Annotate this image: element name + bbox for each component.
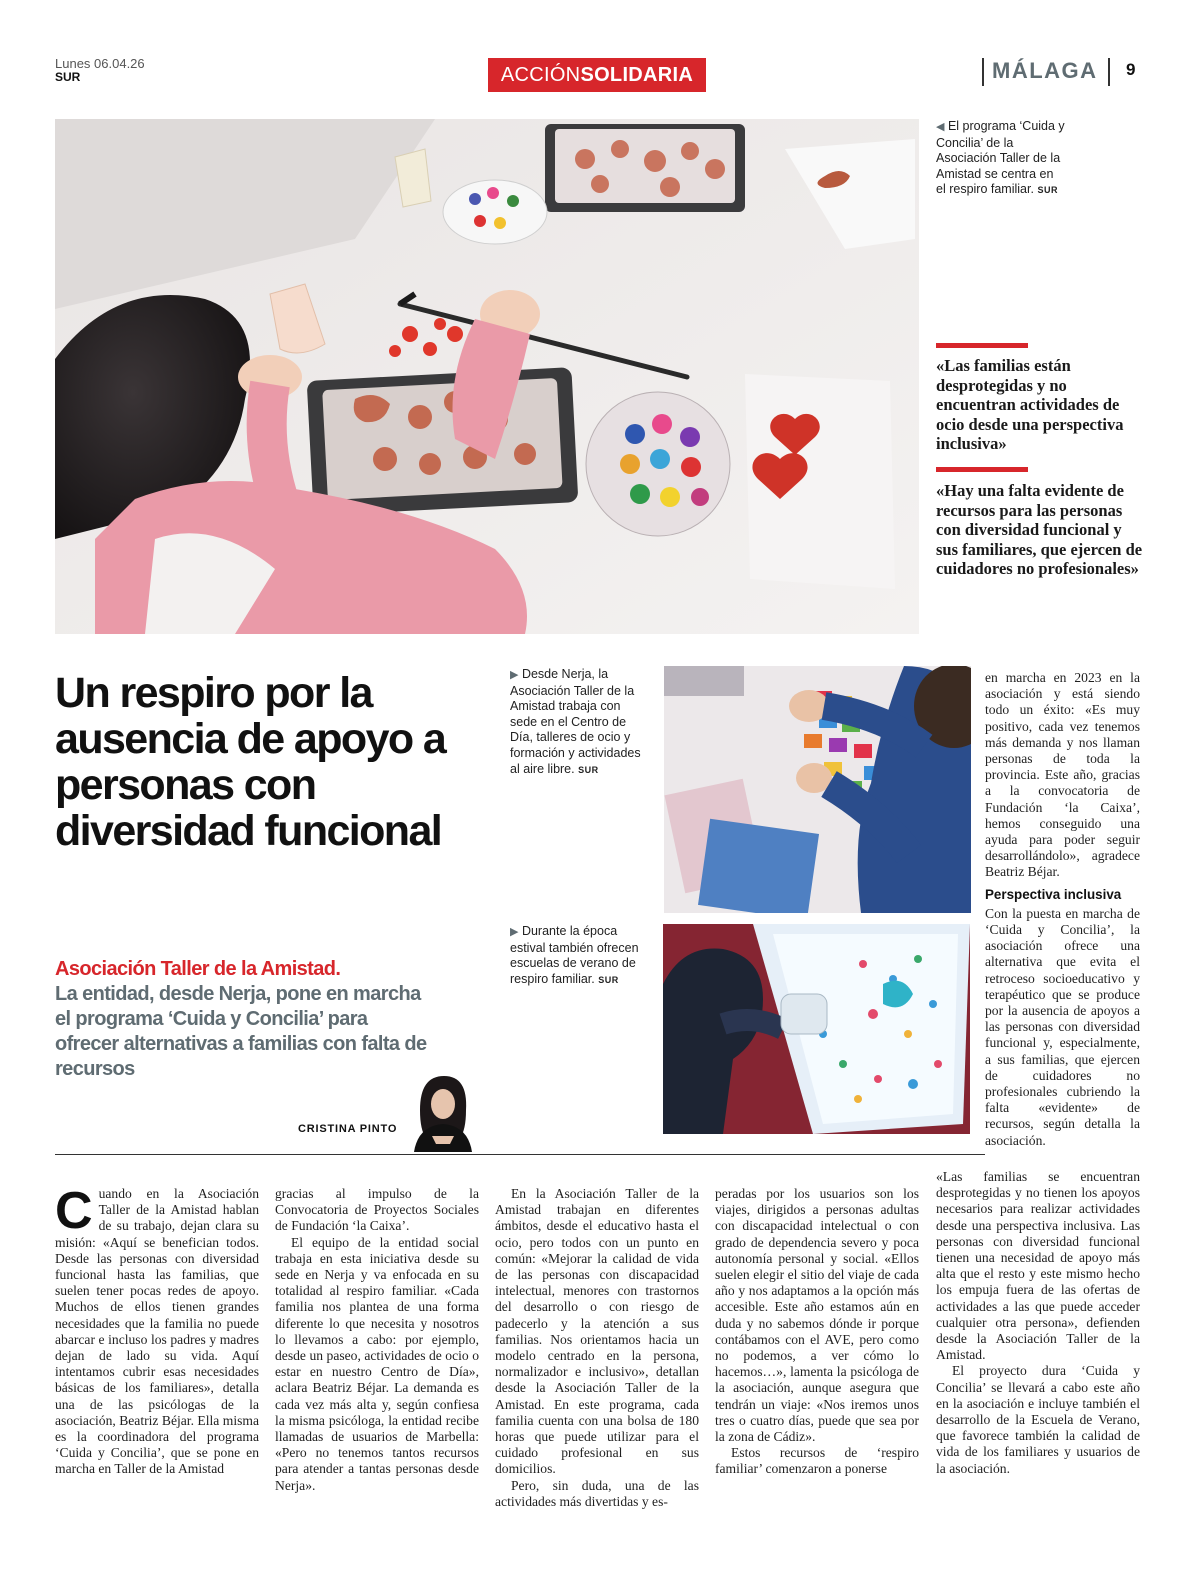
- author-avatar: [410, 1070, 475, 1152]
- child-puzzle-illustration: [664, 666, 971, 913]
- article-paragraph: El equipo de la entidad social trabaja en esta iniciativa desde su sede en Nerja y va enfocada en su totalidad al respiro familiar. «Cada familia nos plantea de una forma diferente lo que necesita y nosotros lo llevamos a cabo: por ejemplo, desde un paseo, actividades de ocio o estar en nuestro Centro de Día», aclara Beatriz Béjar. La demanda es cada vez más alta y, según confiesa la misma psicóloga, la entidad recibe llamadas de usuarios de Marbella: «Pero no tenemos tantos recursos para atender a tantas personas desde Nerja».: [275, 1234, 479, 1493]
- article-subhead: Perspectiva inclusiva: [985, 886, 1122, 902]
- issue-date: Lunes 06.04.26: [55, 56, 145, 71]
- article-column-2: [275, 1186, 479, 1494]
- article-paragraph: En la Asociación Taller de la Amistad trabajan en diferentes ámbitos, desde el educativo hasta el ocio, pero todos con un punto en común: «Mejorar la calidad de vida de las personas con discapacidad intelectual, menores con trastornos del desarrollo o con riesgo de padecerlo y la atención a sus familias. Nos orientamos hacia un modelo centrado en la persona, normalizador e inclusivo», detallan desde la Asociación Taller de la Amistad. En este programa, cada familia cuenta con una bolsa de 180 horas que puede utilizar para el cuidado profesional en sus domicilios.: [495, 1186, 699, 1477]
- page-number: 9: [1126, 60, 1136, 79]
- puzzle-photo: [664, 666, 971, 913]
- photo-credit: SUR: [598, 974, 619, 985]
- triangle-left-icon: ◀: [936, 121, 945, 133]
- article-column-3: [495, 1186, 699, 1510]
- quote-divider: [936, 343, 1028, 348]
- article-paragraph: «Las familias se encuentran desprotegidas y no tienen los apoyos necesarios para realizar actividades desde una perspectiva inclusiva. Las personas con diversidad funcional tienen una necesidad de apoyo más alta que el resto y este mismo hecho los empuja fuera de las ofertas de actividades a las que puede acceder cualquier otra persona», defienden desde la Asociación Taller de la Amistad.: [936, 1169, 1140, 1363]
- pull-quote: «Hay una falta evidente de recursos para las personas con diversidad funcional y sus familiares, que ejercen de cuidadores no profesionales»: [936, 481, 1143, 579]
- article-column-4: [715, 1186, 919, 1478]
- caption-text: El programa ‘Cuida y Concilia’ de la Asociación Taller de la Amistad se centra en el respiro familiar.: [936, 119, 1065, 197]
- photo-credit: SUR: [1037, 185, 1058, 196]
- child-light-table-illustration: [663, 924, 970, 1134]
- article-paragraph: peradas por los usuarios son los viajes, dirigidos a personas adultas con discapacidad intelectual o con grado de dependencia severo y poca autonomía personal y social. «Ellos suelen elegir el sitio del viaje de cada año y nos adaptamos a la opción más accesible. Este año estamos aún en duda y no sabemos dónde ir porque contábamos con el AVE, pero como no podemos, a ver cómo lo hacemos…», lamenta la psicóloga de la asociación, aunque asegura que tendrán un viaje: «Nos iremos unos tres o cuatro días, puede que sea por la zona de Cádiz».: [715, 1186, 919, 1445]
- deck-lead: Asociación Taller de la Amistad.: [55, 958, 341, 980]
- bottom-photo-caption: [510, 924, 645, 988]
- middle-photo-caption: [510, 667, 645, 778]
- deck-text: La entidad, desde Nerja, pone en marcha el programa ‘Cuida y Concilia’ para ofrecer alternativas a familias con falta de recursos: [55, 983, 427, 1080]
- paragraph-text: uando en la Asociación Taller de la Amistad hablan de su trabajo, dejan clara su misión: «Aquí se benefician todos. Desde las personas con diversidad funcional hasta las familias, que suelen tener pocas redes de apoyo. Muchos de ellos tienen grandes necesidades que la familia no puede abarcar e incluso los padres y madres dejan de lado su vida. Aquí intentamos cubrir esas necesidades básicas de los familiares», detalla una de las psicólogas de la asociación, Beatriz Béjar. Ella misma es la coordinadora del programa ‘Cuida y Concilia’, que se pone en marcha en Taller de la Amistad: [55, 1186, 259, 1477]
- author-byline: CRISTINA PINTO: [298, 1123, 398, 1135]
- article-paragraph: Estos recursos de ‘respiro familiar’ comenzaron a ponerse: [715, 1445, 919, 1477]
- publication-name: SUR: [55, 70, 81, 84]
- quote-divider: [936, 467, 1028, 472]
- author-portrait-icon: [410, 1070, 475, 1152]
- article-paragraph: Pero, sin duda, una de las actividades más divertidas y es-: [495, 1477, 699, 1509]
- triangle-right-icon: ▶: [510, 926, 519, 938]
- light-table-photo: [663, 924, 970, 1134]
- header-divider: [982, 58, 984, 86]
- main-photo: [55, 119, 919, 634]
- caption-text: Desde Nerja, la Asociación Taller de la Amistad trabaja con sede en el Centro de Día, talleres de ocio y formación y actividades al aire libre.: [510, 667, 641, 776]
- triangle-right-icon: ▶: [510, 669, 519, 681]
- article-column-5: [936, 1169, 1140, 1477]
- header-divider: [1108, 58, 1110, 86]
- top-photo-caption: [936, 119, 1066, 199]
- article-paragraph: [55, 1182, 259, 1478]
- drop-cap: C: [55, 1182, 93, 1240]
- article-column-right: [985, 670, 1140, 1149]
- article-paragraph: en marcha en 2023 en la asociación y está siendo todo un éxito: «Es muy positivo, cada vez tenemos más demanda y nos llaman personas de toda la provincia. Este año, gracias a la convocatoria de Fundación ‘la Caixa’, hemos conseguido una ayuda para poder seguir desarrollándolo», agradece Beatriz Béjar.: [985, 670, 1140, 880]
- section-banner: [488, 58, 706, 92]
- article-headline: Un respiro por la ausencia de apoyo a personas con diversidad funcional: [55, 669, 446, 855]
- section-city: MÁLAGA: [992, 58, 1098, 83]
- article-divider: [55, 1154, 985, 1155]
- section-bold: SOLIDARIA: [580, 64, 694, 86]
- photo-credit: SUR: [578, 764, 599, 775]
- article-paragraph: Con la puesta en marcha de ‘Cuida y Concilia’, la asociación ofrece una alternativa que evita el retroceso socioeducativo y terapéutico que se produce por la ausencia de apoyos a las personas con diversidad funcional y, especialmente, a sus familias, que ejercen de cuidadores no profesionales cubriendo la falta «evidente» de recursos, según detalla la asociación.: [985, 905, 1140, 1148]
- section-prefix: ACCIÓN: [500, 64, 581, 86]
- article-deck: [55, 957, 435, 1082]
- caption-text: Durante la época estival también ofrecen escuelas de verano de respiro familiar.: [510, 924, 639, 986]
- article-paragraph: gracias al impulso de la Convocatoria de Proyectos Sociales de Fundación ‘la Caixa’.: [275, 1186, 479, 1234]
- article-column-1: [55, 1182, 259, 1478]
- child-painting-illustration: [55, 119, 919, 634]
- pull-quote: «Las familias están desprotegidas y no encuentran actividades de ocio desde una perspectiva inclusiva»: [936, 356, 1124, 454]
- article-paragraph: El proyecto dura ‘Cuida y Concilia’ se llevará a cabo este año en la asociación e incluye también el desarrollo de la Escuela de Verano, que favorece también la calidad de vida de los familiares y usuarios de la asociación.: [936, 1363, 1140, 1476]
